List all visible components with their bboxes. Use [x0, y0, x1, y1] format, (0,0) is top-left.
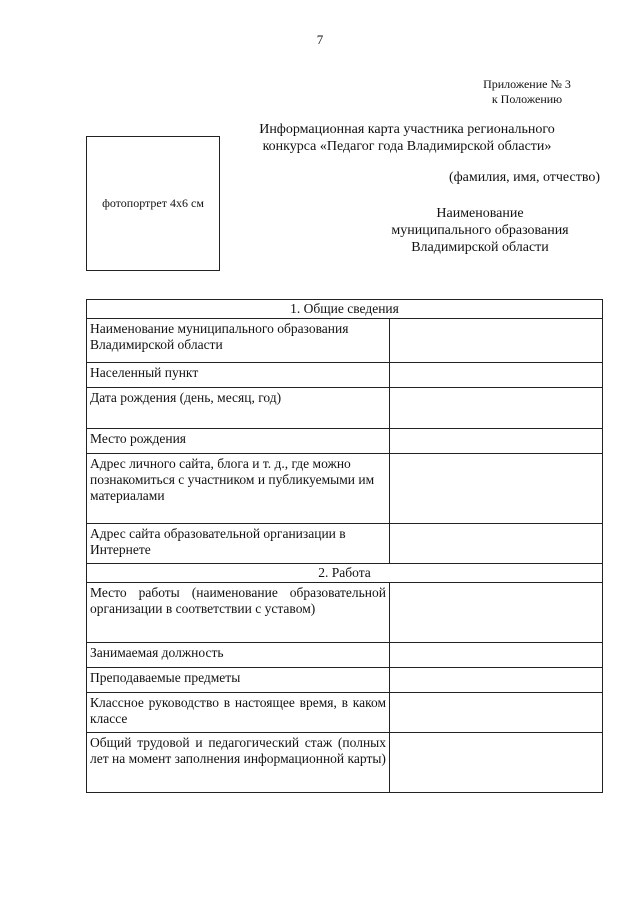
row-value-school-site[interactable]: [390, 524, 603, 564]
table-row: [87, 319, 603, 363]
row-label-birth-date: Дата рождения (день, месяц, год): [87, 388, 390, 429]
municipality-caption: [372, 205, 588, 256]
photo-placeholder-label: фотопортрет 4x6 см: [102, 196, 204, 210]
section-header-work: [87, 564, 603, 583]
photo-placeholder: [86, 136, 220, 271]
table-row: [87, 643, 603, 668]
card-title-line-2: конкурса «Педагог года Владимирской области»: [262, 139, 552, 154]
appendix-line-2: к Положению: [491, 92, 563, 106]
row-value-birth-date[interactable]: [390, 388, 603, 429]
section-title-general: 1. Общие сведения: [87, 300, 603, 319]
table-row: [87, 388, 603, 429]
row-label-municipality: Наименование муниципального образования Владимирской области: [87, 319, 390, 363]
row-value-experience[interactable]: [390, 733, 603, 793]
row-value-personal-site[interactable]: [390, 454, 603, 524]
row-label-experience: Общий трудовой и педагогический стаж (полных лет на момент заполнения информационной карты): [87, 733, 390, 793]
row-value-position[interactable]: [390, 643, 603, 668]
row-label-settlement: Населенный пункт: [87, 363, 390, 388]
page-number: 7: [316, 32, 324, 47]
row-label-workplace: Место работы (наименование образовательной организации в соответствии с уставом): [87, 583, 390, 643]
row-label-position: Занимаемая должность: [87, 643, 390, 668]
table-row: [87, 693, 603, 733]
row-label-class-teacher: Классное руководство в настоящее время, в каком классе: [87, 693, 390, 733]
row-value-settlement[interactable]: [390, 363, 603, 388]
row-value-municipality[interactable]: [390, 319, 603, 363]
section-title-work: 2. Работа: [87, 564, 603, 583]
row-value-subjects[interactable]: [390, 668, 603, 693]
municipality-line-3: Владимирской области: [411, 240, 549, 255]
municipality-line-2: муниципального образования: [391, 223, 569, 238]
table-row: [87, 668, 603, 693]
appendix-note: [452, 77, 602, 107]
row-label-subjects: Преподаваемые предметы: [87, 668, 390, 693]
card-title: [232, 121, 582, 155]
table-row: [87, 583, 603, 643]
fio-hint: (фамилия, имя, отчество): [448, 170, 600, 185]
table-row: [87, 363, 603, 388]
section-header-general: [87, 300, 603, 319]
row-value-class-teacher[interactable]: [390, 693, 603, 733]
appendix-line-1: Приложение № 3: [483, 77, 571, 91]
row-label-birth-place: Место рождения: [87, 429, 390, 454]
row-label-school-site: Адрес сайта образовательной организации в Интернете: [87, 524, 390, 564]
table-row: [87, 524, 603, 564]
row-value-birth-place[interactable]: [390, 429, 603, 454]
table-row: [87, 454, 603, 524]
municipality-line-1: Наименование: [436, 206, 524, 221]
card-title-line-1: Информационная карта участника регионального: [259, 122, 555, 137]
row-label-personal-site: Адрес личного сайта, блога и т. д., где можно познакомиться с участником и публикуемыми им материалами: [87, 454, 390, 524]
info-table: [86, 299, 603, 793]
row-value-workplace[interactable]: [390, 583, 603, 643]
table-row: [87, 429, 603, 454]
table-row: [87, 733, 603, 793]
